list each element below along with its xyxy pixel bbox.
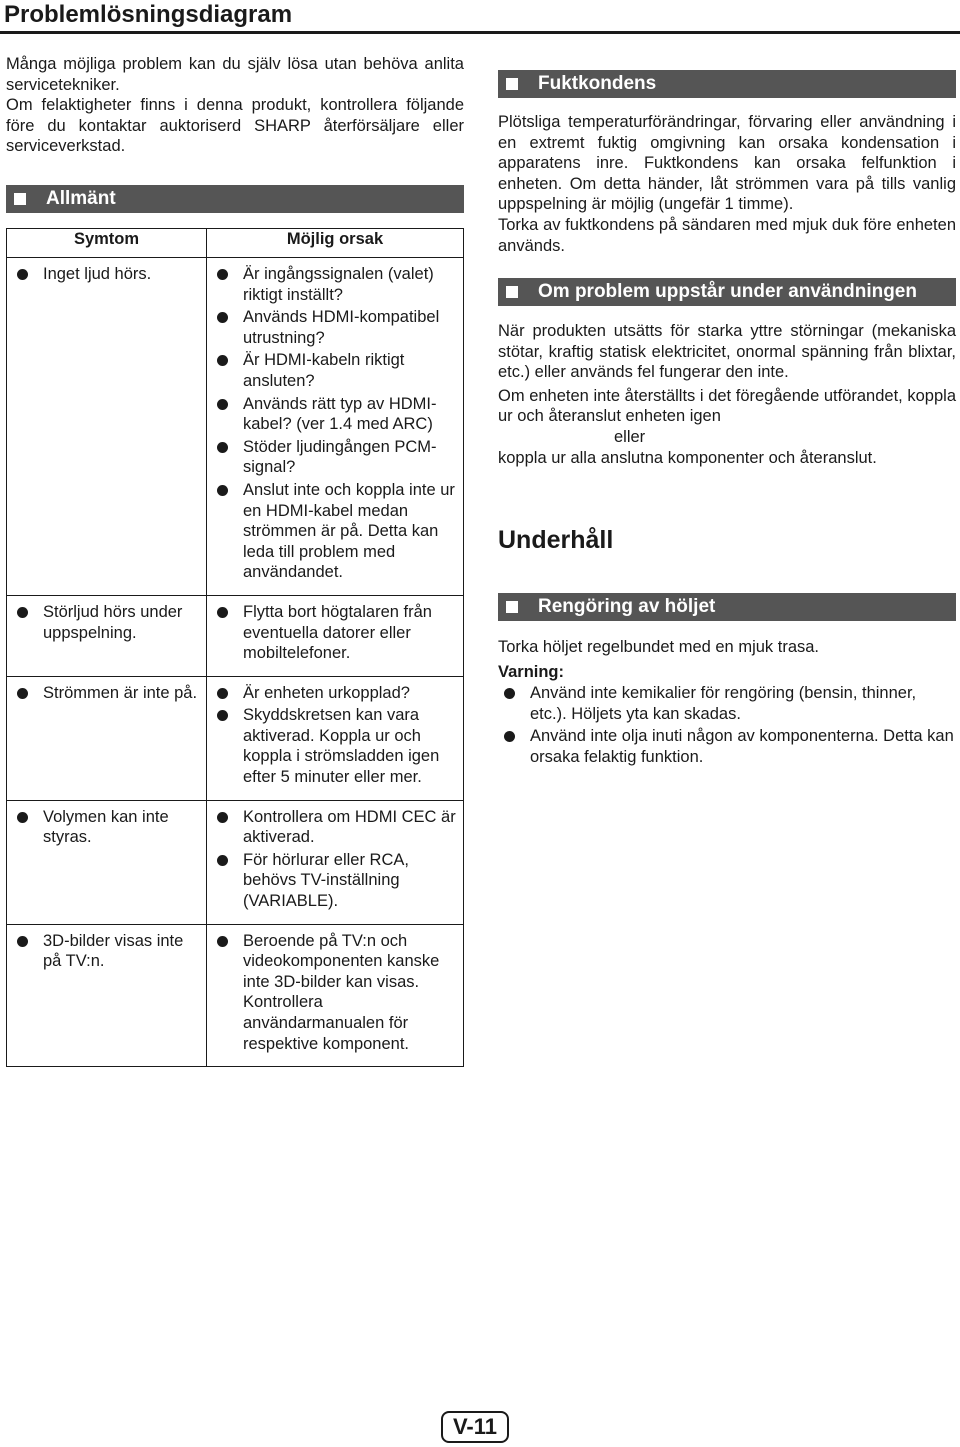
list-item	[211, 394, 459, 435]
symptom-text: Volymen kan inte styras.	[43, 807, 169, 847]
square-bullet-icon	[506, 78, 518, 90]
list-item	[211, 480, 459, 583]
section-heading-condensation	[498, 70, 956, 98]
cause-text: Beroende på TV:n och videokomponenten kanske inte 3D-bilder kan visas. Kontrollera användarmanualen för respektive komponent.	[243, 931, 440, 1053]
section-heading-general	[6, 185, 464, 213]
list-item	[11, 264, 202, 285]
bullet-icon	[17, 269, 28, 280]
symptom-text: Inget ljud hörs.	[43, 265, 152, 283]
bullet-icon	[217, 688, 228, 699]
cause-text: Är ingångssignalen (valet) riktigt inställt?	[243, 265, 434, 304]
table-row	[7, 800, 464, 924]
bullet-icon	[17, 607, 28, 618]
cause-text: Kontrollera om HDMI CEC är aktiverad.	[243, 807, 456, 847]
cause-cell	[207, 924, 464, 1067]
page-title: Problemlösningsdiagram	[0, 0, 960, 34]
usage-problem-text	[498, 321, 956, 468]
maintenance-heading: Underhåll	[498, 526, 614, 554]
cause-cell	[207, 800, 464, 924]
column-header-symptom: Symtom	[7, 229, 207, 258]
bullet-icon	[217, 855, 228, 866]
square-bullet-icon	[14, 193, 26, 205]
left-column	[6, 54, 464, 157]
section-heading-cleaning	[498, 593, 956, 621]
paragraph: Torka höljet regelbundet med en mjuk trasa.	[498, 638, 820, 656]
section-heading-label: Fuktkondens	[538, 73, 657, 94]
symptom-cell	[7, 595, 207, 676]
cause-text: Är enheten urkopplad?	[243, 683, 410, 702]
paragraph: Om enheten inte återställts i det föregående utförandet, koppla ur och återanslut enheten igen	[498, 386, 956, 426]
list-item	[211, 307, 459, 348]
symptom-cell	[7, 800, 207, 924]
symptom-text: Störljud hörs under uppspelning.	[43, 602, 183, 642]
list-item	[11, 807, 202, 848]
table-row	[7, 924, 464, 1067]
bullet-icon	[217, 312, 228, 323]
table-row	[7, 595, 464, 676]
table-row	[7, 676, 464, 800]
intro-paragraph: Många möjliga problem kan du själv lösa utan behöva anlita servicetekniker.	[6, 55, 464, 94]
symptom-text: Strömmen är inte på.	[43, 683, 198, 702]
bullet-icon	[217, 607, 228, 618]
list-item	[498, 726, 956, 767]
warning-text: Använd inte olja inuti någon av komponenterna. Detta kan orsaka felaktig funktion.	[530, 727, 954, 766]
table-row	[7, 258, 464, 596]
list-item	[211, 683, 459, 704]
list-item	[211, 264, 459, 305]
symptom-cell	[7, 924, 207, 1067]
list-item	[211, 602, 459, 664]
section-heading-usage-problem	[498, 278, 956, 306]
paragraph: Torka av fuktkondens på sändaren med mjuk duk före enheten används.	[498, 215, 956, 255]
cause-text: Är HDMI-kabeln riktigt ansluten?	[243, 351, 405, 390]
square-bullet-icon	[506, 286, 518, 298]
symptom-cell	[7, 676, 207, 800]
paragraph: koppla ur alla anslutna komponenter och återanslut.	[498, 448, 877, 467]
cause-cell	[207, 258, 464, 596]
list-item	[211, 350, 459, 391]
list-item	[11, 683, 202, 704]
bullet-icon	[17, 936, 28, 947]
list-item	[11, 602, 202, 643]
warning-list	[498, 683, 956, 767]
list-item	[11, 931, 202, 972]
bullet-icon	[217, 710, 228, 721]
cause-text: Stöder ljudingången PCM-signal?	[243, 437, 437, 477]
cause-cell	[207, 595, 464, 676]
intro-text	[6, 54, 464, 157]
warning-text: Använd inte kemikalier för rengöring (bensin, thinner, etc.). Höljets yta kan skadas.	[530, 684, 917, 723]
cause-text: För hörlurar eller RCA, behövs TV-inställning (VARIABLE).	[243, 850, 409, 911]
cause-text: Används rätt typ av HDMI-kabel? (ver 1.4 med ARC)	[243, 394, 437, 434]
symptom-text: 3D-bilder visas inte på TV:n.	[43, 931, 184, 971]
section-heading-label: Om problem uppstår under användningen	[538, 281, 917, 302]
column-header-cause: Möjlig orsak	[207, 229, 464, 258]
cause-text: Används HDMI-kompatibel utrustning?	[243, 308, 440, 347]
troubleshooting-table	[6, 228, 464, 1067]
square-bullet-icon	[506, 601, 518, 613]
bullet-icon	[17, 688, 28, 699]
list-item	[211, 705, 459, 787]
symptom-cell	[7, 258, 207, 596]
paragraph: När produkten utsätts för starka yttre störningar (mekaniska stötar, kraftig statisk elektricitet, onormal spänning från blixtar, etc.) eller används fel fungerar den inte.	[498, 322, 956, 382]
bullet-icon	[504, 688, 515, 699]
condensation-text	[498, 112, 956, 256]
bullet-icon	[217, 399, 228, 410]
bullet-icon	[217, 485, 228, 496]
bullet-icon	[17, 812, 28, 823]
bullet-icon	[217, 355, 228, 366]
warning-label: Varning:	[498, 662, 565, 681]
list-item	[498, 683, 956, 724]
paragraph: Plötsliga temperaturförändringar, förvaring eller användning i en extremt fuktig omgivning kan orsaka kondensation i apparatens inre. Fuktkondens kan orsaka felfunktion i enheten. Om detta händer, låt strömmen vara på tills vanlig uppspelning är möjlig (ungefär 1 timme).	[498, 113, 956, 214]
bullet-icon	[504, 731, 515, 742]
table-header-row	[7, 229, 464, 258]
list-item	[211, 437, 459, 478]
list-item	[211, 850, 459, 912]
section-heading-label: Rengöring av höljet	[538, 596, 716, 617]
intro-paragraph: Om felaktigheter finns i denna produkt, kontrollera följande före du kontaktar auktoriserd SHARP återförsäljare eller serviceverkstad.	[6, 96, 464, 156]
bullet-icon	[217, 936, 228, 947]
bullet-icon	[217, 442, 228, 453]
section-heading-label: Allmänt	[46, 188, 116, 209]
paragraph: eller	[614, 427, 646, 446]
bullet-icon	[217, 812, 228, 823]
cause-text: Skyddskretsen kan vara aktiverad. Koppla ur och koppla i strömsladden igen efter 5 minuter eller mer.	[243, 706, 440, 787]
cause-text: Flytta bort högtalaren från eventuella datorer eller mobiltelefoner.	[243, 602, 432, 663]
list-item	[211, 931, 459, 1055]
list-item	[211, 807, 459, 848]
cleaning-text	[498, 637, 956, 770]
cause-text: Anslut inte och koppla inte ur en HDMI-kabel medan strömmen är på. Detta kan leda till problem med användandet.	[243, 480, 455, 582]
bullet-icon	[217, 269, 228, 280]
cause-cell	[207, 676, 464, 800]
page-number: V-11	[441, 1411, 509, 1443]
